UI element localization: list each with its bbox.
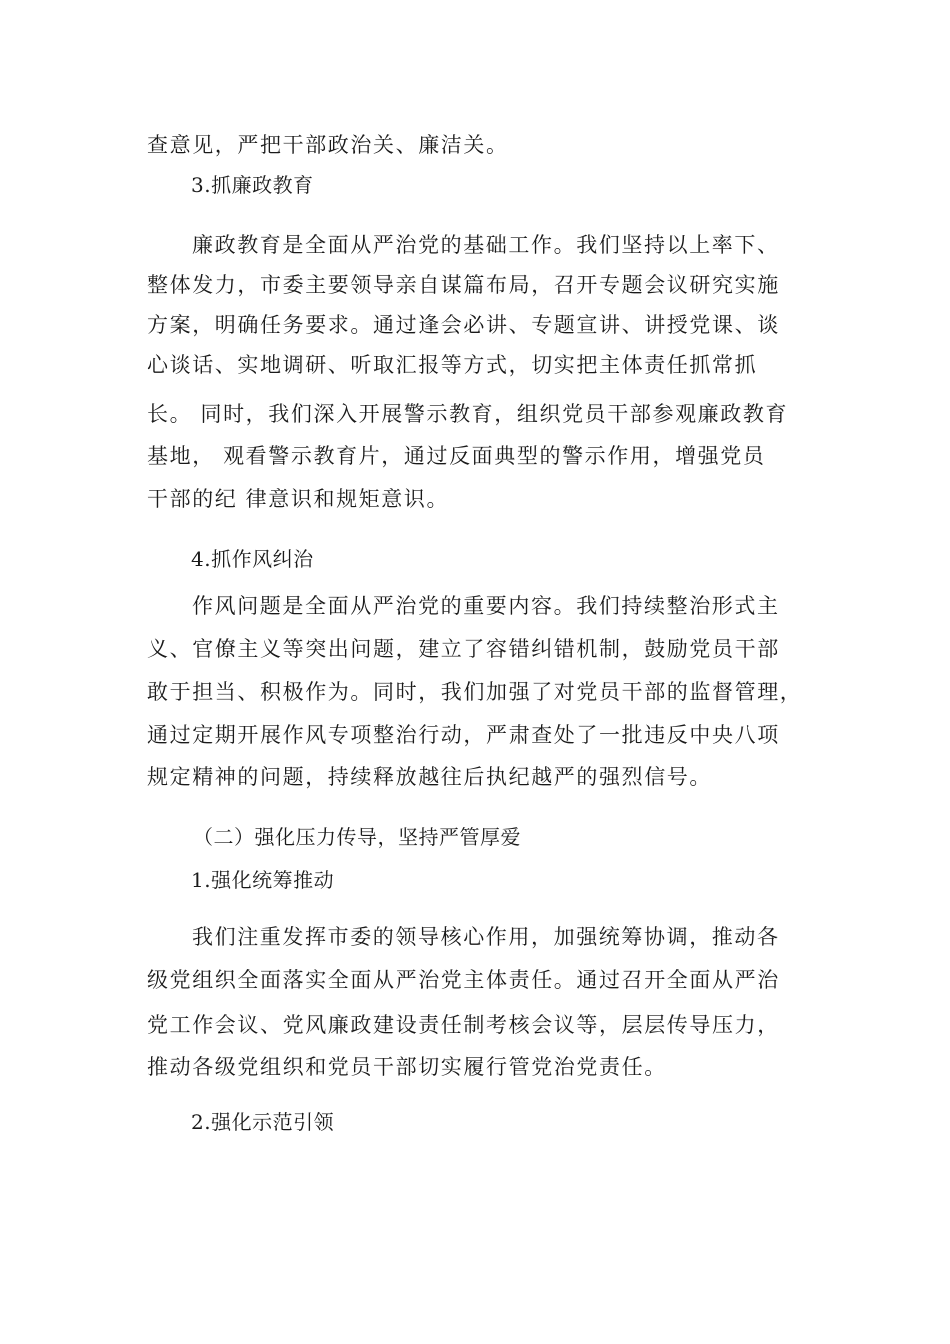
paragraph-line: 长。 同时，我们深入开展警示教育，组织党员干部参观廉政教育 [147, 402, 789, 426]
section-heading-2: 2.强化示范引领 [191, 1110, 335, 1134]
paragraph-line: 通过定期开展作风专项整治行动，严肃查处了一批违反中央八项 [147, 723, 780, 747]
paragraph-line: 廉政教育是全面从严治党的基础工作。我们坚持以上率下、 [192, 233, 780, 257]
paragraph-line: 心谈话、实地调研、听取汇报等方式，切实把主体责任抓常抓 [147, 353, 758, 377]
paragraph-line: 整体发力，市委主要领导亲自谋篇布局，召开专题会议研究实施 [147, 273, 780, 297]
paragraph-line: 推动各级党组织和党员干部切实履行管党治党责任。 [147, 1055, 667, 1079]
section-heading-3: 3.抓廉政教育 [191, 173, 314, 197]
paragraph-line: 义、官僚主义等突出问题，建立了容错纠错机制，鼓励党员干部 [147, 637, 780, 661]
paragraph-line: 党工作会议、党风廉政建设责任制考核会议等，层层传导压力， [147, 1013, 780, 1037]
paragraph-line: 规定精神的问题，持续释放越往后执纪越严的强烈信号。 [147, 765, 712, 789]
paragraph-line: 作风问题是全面从严治党的重要内容。我们持续整治形式主 [192, 594, 780, 618]
paragraph-line: 我们注重发挥市委的领导核心作用，加强统筹协调，推动各 [192, 925, 780, 949]
paragraph-line: 方案，明确任务要求。通过逢会必讲、专题宣讲、讲授党课、谈 [147, 313, 780, 337]
paragraph-line: 基地， 观看警示教育片，通过反面典型的警示作用，增强党员 [147, 444, 766, 468]
paragraph-line: 干部的纪 律意识和规矩意识。 [147, 487, 450, 511]
section-heading-4: 4.抓作风纠治 [191, 547, 314, 571]
paragraph-line: 级党组织全面落实全面从严治党主体责任。通过召开全面从严治 [147, 968, 780, 992]
section-heading-1: 1.强化统筹推动 [191, 868, 335, 892]
section-heading-2-subtitle: （二）强化压力传导，坚持严管厚爱 [193, 825, 521, 849]
paragraph-line: 查意见，严把干部政治关、廉洁关。 [147, 133, 509, 157]
paragraph-line: 敢于担当、积极作为。同时，我们加强了对党员干部的监督管理， [147, 680, 803, 704]
